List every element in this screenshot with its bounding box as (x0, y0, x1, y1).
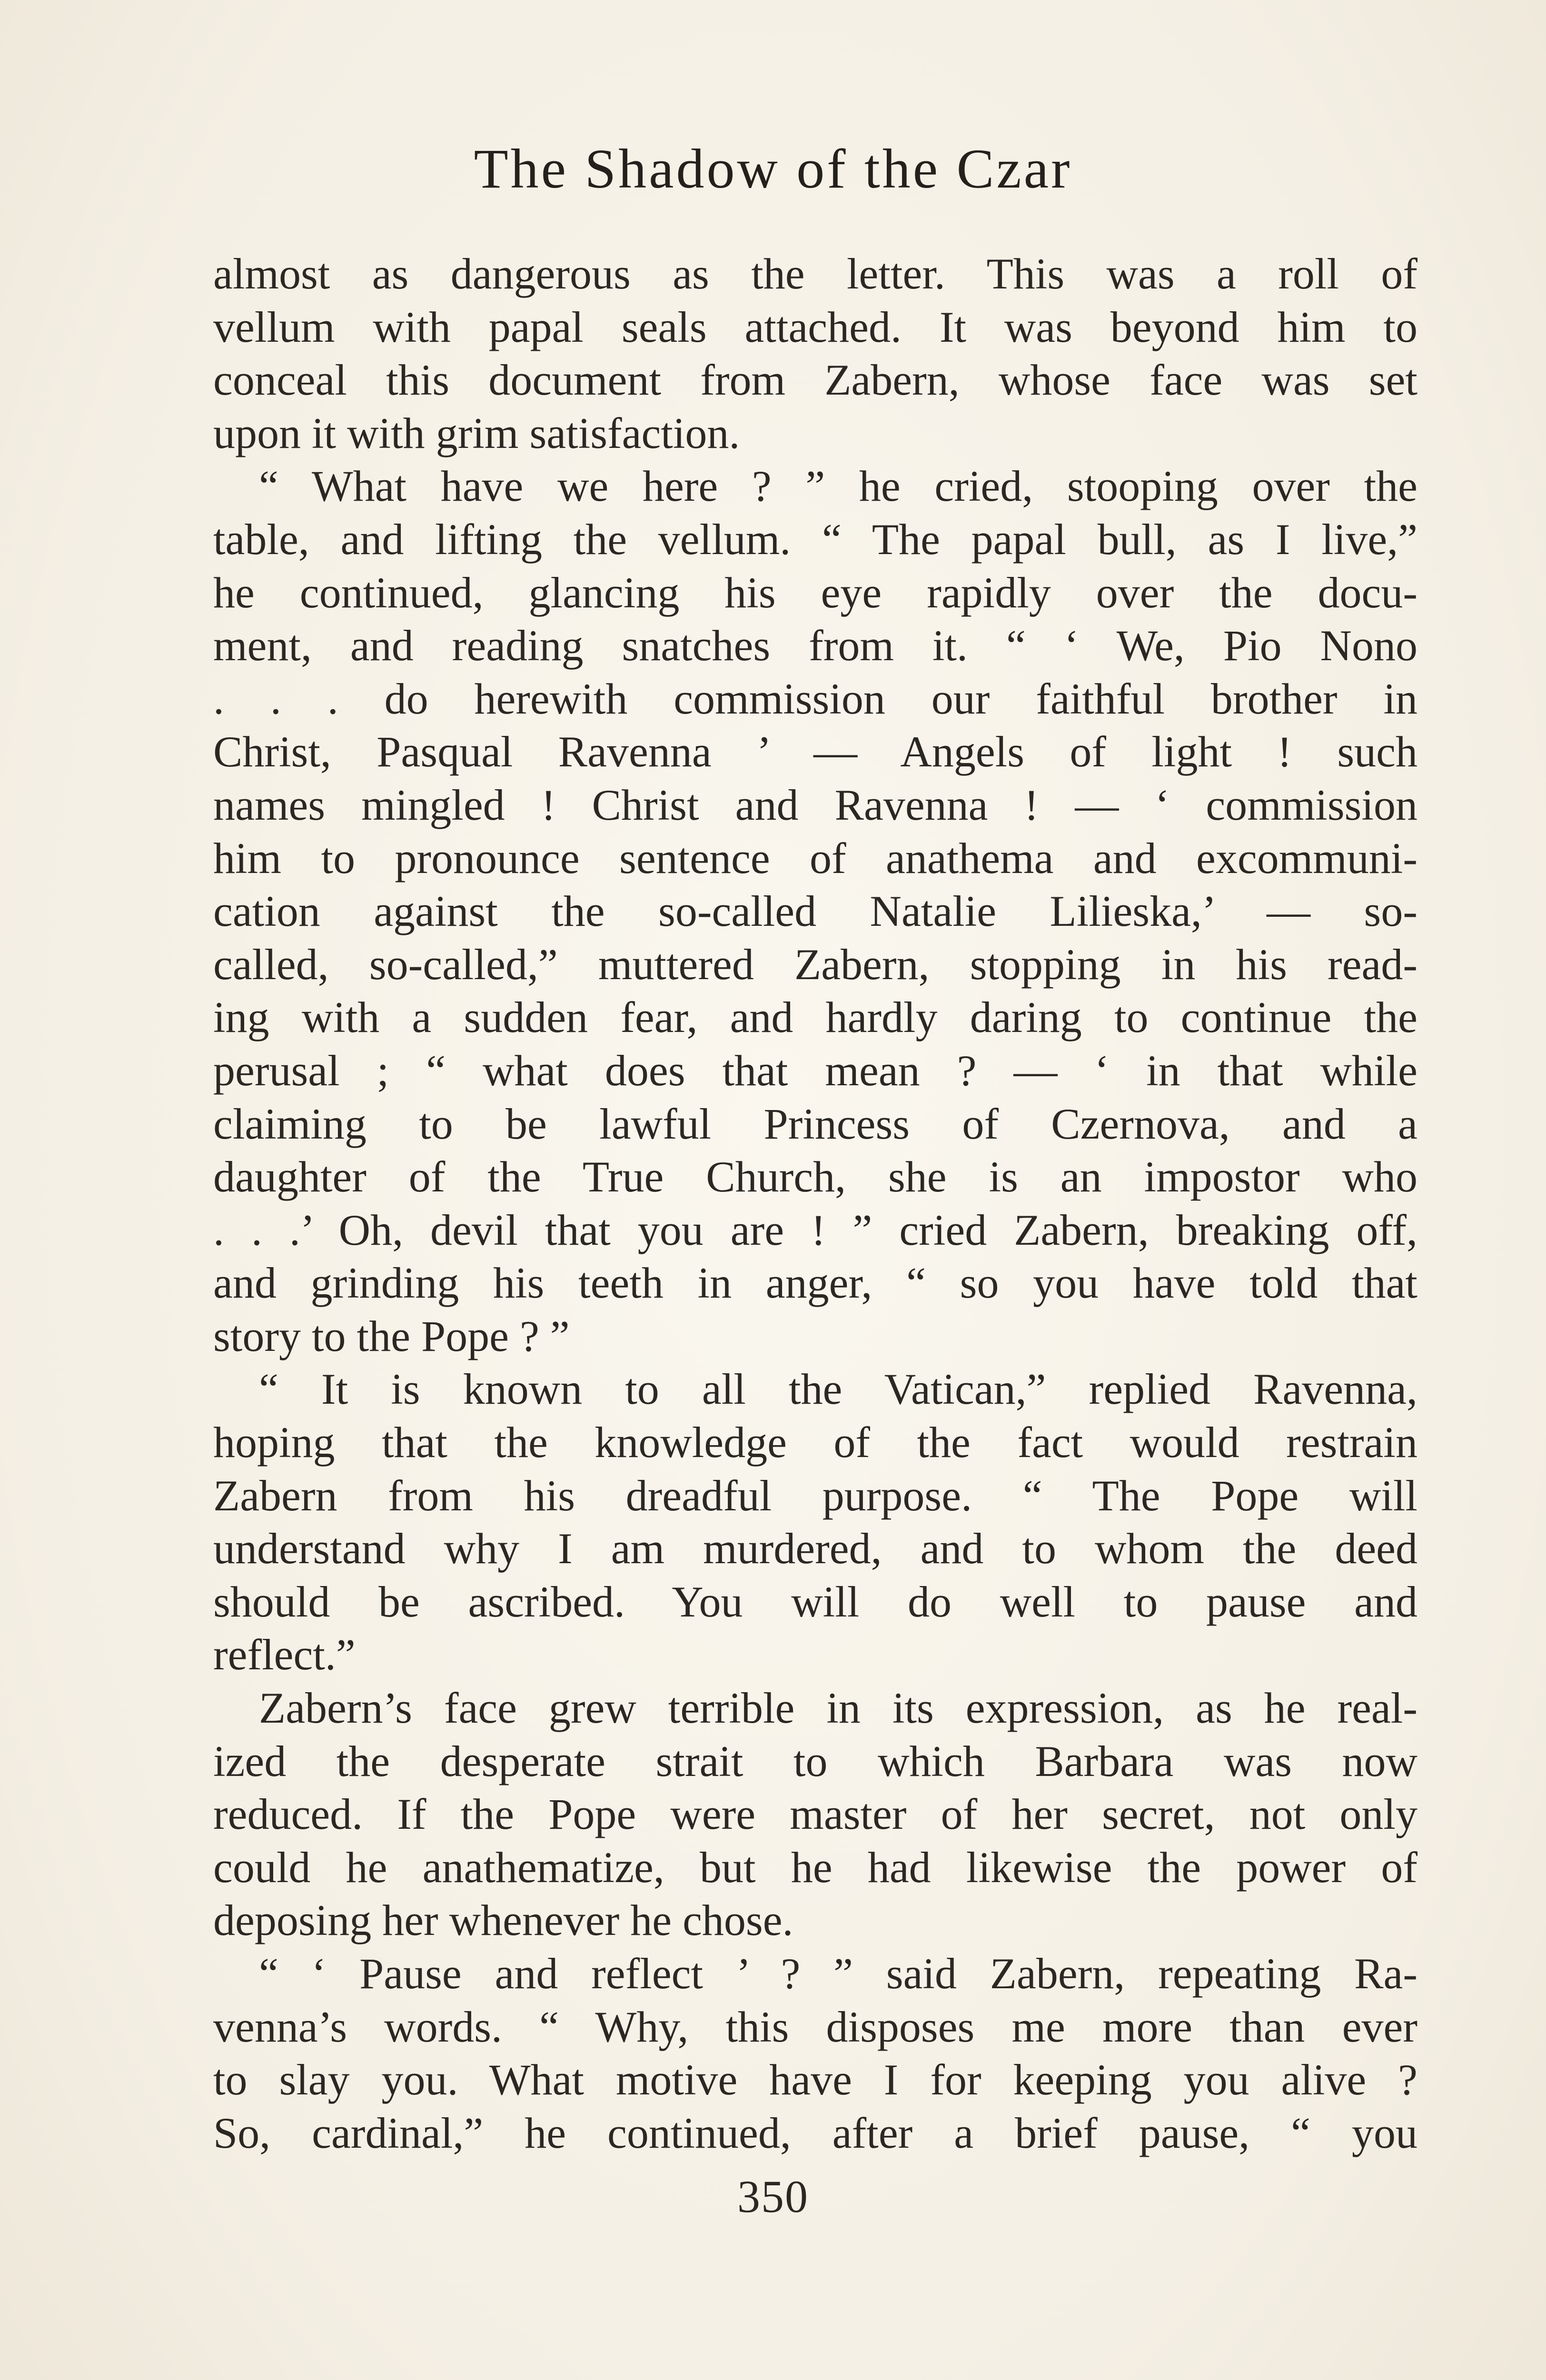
text-line: vellum with papal seals attached. It was beyond him to (213, 302, 1417, 351)
text-line: venna’s words. “ Why, this disposes me more than ever (213, 2002, 1417, 2051)
text-line: Zabern’s face grew terrible in its expression, as he real- (259, 1684, 1417, 1733)
text-line: “ It is known to all the Vatican,” replied Ravenna, (259, 1365, 1417, 1414)
text-line: Zabern from his dreadful purpose. “ The Pope will (213, 1471, 1417, 1520)
text-line: upon it with grim satisfaction. (213, 408, 740, 457)
text-line: called, so-called,” muttered Zabern, stopping in his read- (213, 940, 1417, 989)
text-line: So, cardinal,” he continued, after a brief pause, “ you (213, 2108, 1417, 2157)
text-line: story to the Pope ? ” (213, 1311, 570, 1360)
text-line: could he anathematize, but he had likewise the power of (213, 1843, 1417, 1892)
text-line: table, and lifting the vellum. “ The papal bull, as I live,” (213, 515, 1417, 564)
text-line: cation against the so-called Natalie Lilieska,’ — so- (213, 887, 1417, 936)
text-line: deposing her whenever he chose. (213, 1896, 793, 1945)
text-line: him to pronounce sentence of anathema and excommuni- (213, 833, 1417, 883)
text-line: perusal ; “ what does that mean ? — ‘ in that while (213, 1046, 1417, 1095)
page-number: 350 (737, 2171, 809, 2222)
text-line: reduced. If the Pope were master of her secret, not only (213, 1790, 1417, 1839)
text-line: ized the desperate strait to which Barbara was now (213, 1736, 1417, 1785)
text-line: hoping that the knowledge of the fact would restrain (213, 1418, 1417, 1467)
text-line: he continued, glancing his eye rapidly over the docu- (213, 568, 1417, 617)
text-line: . . . do herewith commission our faithful brother in (213, 674, 1417, 723)
text-line: ing with a sudden fear, and hardly daring to continue the (213, 993, 1417, 1042)
text-line: ment, and reading snatches from it. “ ‘ We, Pio Nono (213, 621, 1417, 670)
text-line: reflect.” (213, 1630, 356, 1679)
text-line: almost as dangerous as the letter. This was a roll of (213, 249, 1417, 298)
text-line: understand why I am murdered, and to whom the deed (213, 1524, 1417, 1573)
text-line: “ ‘ Pause and reflect ’ ? ” said Zabern, repeating Ra- (259, 1949, 1417, 1998)
text-line: daughter of the True Church, she is an impostor who (213, 1152, 1417, 1201)
text-line: . . .’ Oh, devil that you are ! ” cried Zabern, breaking off, (213, 1205, 1417, 1254)
text-line: to slay you. What motive have I for keeping you alive ? (213, 2055, 1417, 2104)
running-head: The Shadow of the Czar (474, 138, 1072, 200)
body-text (213, 248, 1417, 2160)
text-line: “ What have we here ? ” he cried, stooping over the (259, 462, 1417, 511)
text-line: claiming to be lawful Princess of Czernova, and a (213, 1099, 1417, 1148)
text-line: should be ascribed. You will do well to pause and (213, 1577, 1417, 1626)
text-line: and grinding his teeth in anger, “ so you have told that (213, 1259, 1417, 1308)
text-line: conceal this document from Zabern, whose face was set (213, 356, 1417, 405)
text-line: names mingled ! Christ and Ravenna ! — ‘ commission (213, 780, 1417, 829)
text-line: Christ, Pasqual Ravenna ’ — Angels of light ! such (213, 727, 1417, 776)
